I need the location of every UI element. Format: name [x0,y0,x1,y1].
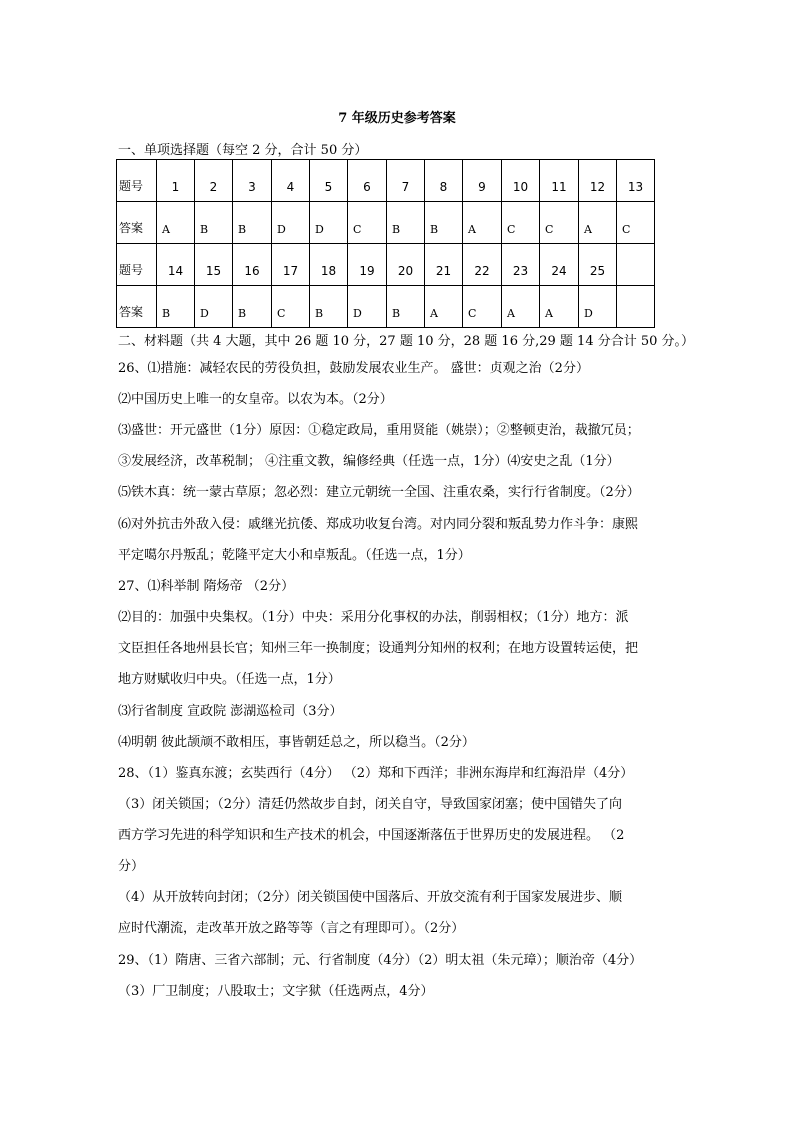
question-number: 14 [157,244,195,286]
answer-cell: B [233,202,272,244]
answer-cell: A [157,202,195,244]
row-label-number: 题号 [117,244,157,286]
answer-line: 26、⑴措施：减轻农民的劳役负担，鼓励发展农业生产。 盛世：贞观之治（2分） [118,361,589,376]
answer-line: ⑶盛世：开元盛世（1分）原因：①稳定政局，重用贤能（姚崇）；②整顿吏治，裁撤冗员； [118,423,640,438]
answer-cell: A [425,286,463,328]
answer-cell: C [617,202,655,244]
answer-cell: D [579,286,617,328]
answer-line: ⑵目的：加强中央集权。（1分）中央：采用分化事权的办法，削弱相权；（1分）地方：派 [118,610,629,625]
row-label-answer: 答案 [117,286,157,328]
answer-line: ⑸铁木真：统一蒙古草原；忽必烈：建立元朝统一全国、注重农桑，实行行省制度。（2分） [118,485,640,500]
answer-cell: A [502,286,540,328]
question-number: 12 [579,160,617,202]
answer-cell: D [195,286,233,328]
answer-line: 28、（1）鉴真东渡；玄奘西行（4分） （2）郑和下西洋；非洲东海岸和红海沿岸（4分） [118,766,634,781]
answer-cell: B [233,286,272,328]
answer-cell [617,286,655,328]
answer-line: 应时代潮流，走改革开放之路等等（言之有理即可）。（2分） [118,921,465,936]
answer-cell: B [387,286,425,328]
question-number: 7 [387,160,425,202]
answer-table [116,159,655,328]
answer-line: （4）从开放转向封闭；（2分）闭关锁国使中国落后、开放交流有利于国家发展进步、顺 [118,890,623,905]
question-number: 15 [195,244,233,286]
answer-line: 29、（1）隋唐、三省六部制；元、行省制度（4分）（2）明太祖（朱元璋）；顺治帝（4分） [118,953,643,968]
row-label-number: 题号 [117,160,157,202]
answer-cell: D [348,286,387,328]
table-row-answers-2 [117,286,655,328]
answer-cell: D [272,202,310,244]
question-number: 19 [348,244,387,286]
table-row-numbers-1 [117,160,655,202]
question-number: 21 [425,244,463,286]
answer-line: ⑷明朝 彼此颉颃不敢相压，事皆朝廷总之，所以稳当。（2分） [118,735,475,750]
answer-line: （3）厂卫制度；八股取士；文字狱（任选两点，4分） [118,984,434,999]
question-number: 22 [463,244,502,286]
answer-line: ⑹对外抗击外敌入侵：戚继光抗倭、郑成功收复台湾。对内同分裂和叛乱势力作斗争：康熙 [118,517,639,532]
question-number: 1 [157,160,195,202]
section2-heading: 二、材料题（共 4 大题，其中 26 题 10 分，27 题 10 分，28 题 16 分,29 题 14 分合计 50 分。） [118,334,695,349]
question-number: 20 [387,244,425,286]
answer-cell: A [579,202,617,244]
answer-line: （3）闭关锁国；（2分）清廷仍然故步自封，闭关自守，导致国家闭塞；使中国错失了向 [118,797,623,812]
answer-line: ⑶行省制度 宣政院 澎湖巡检司（3分） [118,704,343,719]
answer-line: 分） [118,859,145,874]
answer-line: 西方学习先进的科学知识和生产技术的机会，中国逐渐落伍于世界历史的发展进程。 （2 [118,828,625,843]
answer-cell: A [463,202,502,244]
answer-cell: C [502,202,540,244]
answer-cell: A [540,286,579,328]
question-number: 4 [272,160,310,202]
answer-line: 27、⑴科举制 隋炀帝 （2分） [118,579,295,594]
answer-line: 平定噶尔丹叛乱；乾隆平定大小和卓叛乱。（任选一点，1分） [118,548,471,563]
answer-cell: B [310,286,348,328]
question-number: 17 [272,244,310,286]
answer-cell: B [157,286,195,328]
answer-line: 地方财赋收归中央。（任选一点，1分） [118,672,341,687]
question-number [617,244,655,286]
answer-cell: B [387,202,425,244]
answer-cell: B [195,202,233,244]
question-number: 8 [425,160,463,202]
question-number: 5 [310,160,348,202]
answer-line: 文臣担任各地州县长官；知州三年一换制度；设通判分知州的权利；在地方设置转运使，把 [118,641,639,656]
answer-line: ③发展经济，改革税制； ④注重文教，编修经典（任选一点，1分）⑷安史之乱（1分） [118,454,620,469]
row-label-answer: 答案 [117,202,157,244]
question-number: 13 [617,160,655,202]
question-number: 9 [463,160,502,202]
answer-cell: B [425,202,463,244]
answer-cell: C [540,202,579,244]
answer-cell: D [310,202,348,244]
answer-cell: C [348,202,387,244]
answer-cell: C [463,286,502,328]
question-number: 6 [348,160,387,202]
question-number: 23 [502,244,540,286]
question-number: 18 [310,244,348,286]
question-number: 2 [195,160,233,202]
answer-line: ⑵中国历史上唯一的女皇帝。以农为本。（2分） [118,392,393,407]
question-number: 11 [540,160,579,202]
table-row-numbers-2 [117,244,655,286]
page-title: 7 年级历史参考答案 [338,111,456,126]
question-number: 16 [233,244,272,286]
answer-cell: C [272,286,310,328]
question-number: 3 [233,160,272,202]
table-row-answers-1 [117,202,655,244]
question-number: 25 [579,244,617,286]
section1-heading: 一、单项选择题（每空 2 分，合计 50 分） [118,143,368,158]
question-number: 24 [540,244,579,286]
question-number: 10 [502,160,540,202]
